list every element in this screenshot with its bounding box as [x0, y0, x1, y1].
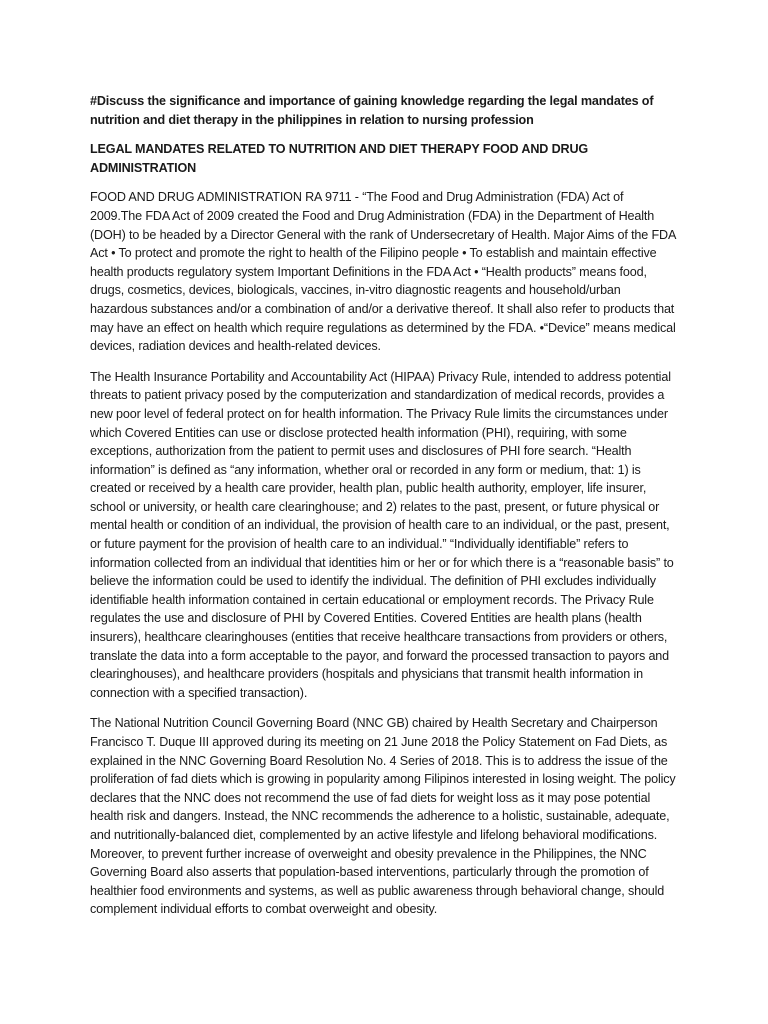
- paragraph-hipaa: The Health Insurance Portability and Accountability Act (HIPAA) Privacy Rule, intended to address potential threats to patient privacy posed by the computerization and standardization of medical records, provides a new poor level of federal protect on for health information. The Privacy Rule limits the circumstances under which Covered Entities can use or disclose protected health information (PHI), requiring, with some exceptions, authorization from the patient to permit uses and disclosures of PHI fore search. “Health information” is defined as “any information, whether oral or recorded in any form or medium, that: 1) is created or received by a health care provider, health plan, public health authority, employer, life insurer, school or university, or health care clearinghouse; and 2) relates to the past, present, or future physical or mental health or condition of an individual, the provision of health care to an individual, or the past, present, or future payment for the provision of health care to an individual.” “Individually identifiable” refers to information collected from an individual that identities him or her or for which there is a “reasonable basis” to believe the information could be used to identify the individual. The definition of PHI excludes individually identifiable health information contained in certain educational or employment records. The Privacy Rule regulates the use and disclosure of PHI by Covered Entities. Covered Entities are health plans (health insurers), healthcare clearinghouses (entities that receive healthcare transactions from providers or others, translate the data into a form acceptable to the payor, and forward the processed transaction to payors and clearinghouses), and healthcare providers (hospitals and physicians that transmit health information in connection with a specified transaction).: [90, 369, 674, 700]
- section-title: LEGAL MANDATES RELATED TO NUTRITION AND DIET THERAPY FOOD AND DRUG ADMINISTRATION: [90, 142, 589, 175]
- paragraph-fda: FOOD AND DRUG ADMINISTRATION RA 9711 - “The Food and Drug Administration (FDA) Act of 2009.The FDA Act of 2009 created the Food and Drug Administration (FDA) in the Department of Health (DOH) to be headed by a Director General with the rank of Undersecretary of Health. Major Aims of the FDA Act • To protect and promote the right to health of the Filipino people • To establish and maintain effective health products regulatory system Important Definitions in the FDA Act • “Health products” means food, drugs, cosmetics, devices, biologicals, vaccines, in-vitro diagnostic reagents and household/urban hazardous substances and/or a combination of and/or a derivative thereof. It shall also refer to products that may have an effect on health which require regulations as determined by the FDA. •“Device” means medical devices, radiation devices and health-related devices.: [90, 190, 676, 354]
- document-page: [90, 92, 678, 931]
- question-heading: #Discuss the significance and importance of gaining knowledge regarding the legal mandates of nutrition and diet therapy in the philippines in relation to nursing profession: [90, 94, 654, 127]
- paragraph-nnc: The National Nutrition Council Governing Board (NNC GB) chaired by Health Secretary and Chairperson Francisco T. Duque III approved during its meeting on 21 June 2018 the Policy Statement on Fad Diets, as explained in the NNC Governing Board Resolution No. 4 Series of 2018. This is to address the issue of the proliferation of fad diets which is growing in popularity among Filipinos interested in losing weight. The policy declares that the NNC does not recommend the use of fad diets for weight loss as it may pose potential health risk and dangers. Instead, the NNC recommends the adherence to a holistic, sustainable, adequate, and nutritionally-balanced diet, complemented by an active lifestyle and lifelong behavioral modifications. Moreover, to prevent further increase of overweight and obesity prevalence in the Philippines, the NNC Governing Board also asserts that population-based interventions, particularly through the promotion of healthier food environments and systems, as well as public awareness through behavioral change, should complement individual efforts to combat overweight and obesity.: [90, 716, 676, 917]
